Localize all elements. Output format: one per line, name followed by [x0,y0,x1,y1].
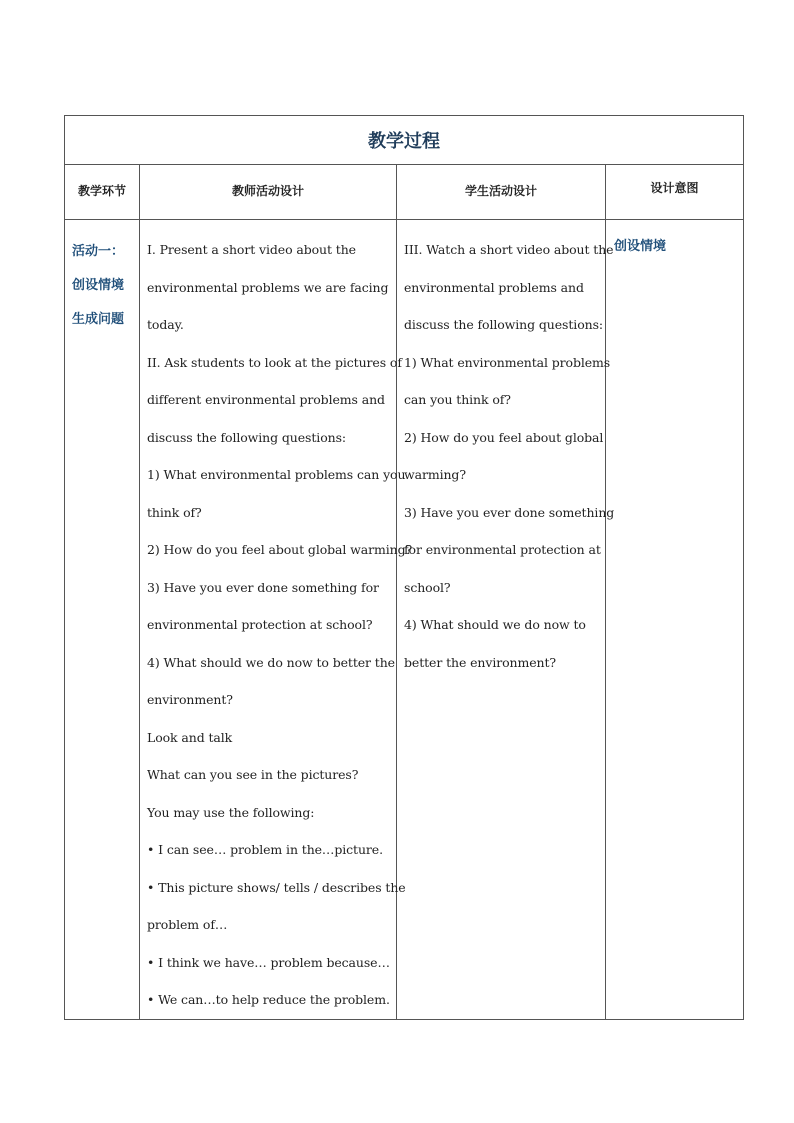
teacher-line: 1) What environmental problems can you [147,467,406,482]
teacher-line: • I think we have… problem because… [147,954,390,970]
teacher-line: environmental protection at school? [147,617,373,632]
teacher-activity-cell [140,220,413,1020]
design-intent-text: 创设情境 [614,239,667,254]
teacher-line: • I can see… problem in the…picture. [147,842,383,857]
stage-label-line: 创设情境 [72,278,125,293]
student-line: 2) How do you feel about global [404,429,604,445]
teacher-line: • We can…to help reduce the problem. [147,992,390,1007]
student-activity-cell [397,220,615,1020]
lesson-plan-table [64,115,744,1020]
student-line: can you think of? [404,392,511,407]
teacher-line: I. Present a short video about the [147,242,356,257]
stage-label-line: 生成问题 [72,312,125,327]
student-line: discuss the following questions: [404,317,603,332]
student-line: better the environment? [404,654,557,670]
student-line: warming? [404,467,466,482]
teacher-line: different environmental problems and [147,392,385,407]
teacher-line: 2) How do you feel about global warming? [147,542,413,557]
teacher-line: • This picture shows/ tells / describes the [147,879,406,895]
teacher-line: II. Ask students to look at the pictures of [147,354,402,370]
student-line: 3) Have you ever done something [404,504,615,520]
teacher-line: think of? [147,504,202,520]
header-teacher-activity: 教师活动设计 [140,165,397,220]
teacher-line: environment? [147,692,233,707]
header-design-intent: 设计意图 [606,165,744,220]
student-line: environmental problems and [404,279,584,295]
teacher-line: today. [147,317,184,332]
stage-label-line: 活动一： [72,244,125,259]
student-line: for environmental protection at [404,542,601,557]
student-line: school? [404,579,451,595]
teacher-line: environmental problems we are facing [147,279,389,295]
teacher-line: You may use the following: [147,804,315,820]
stage-cell [65,220,140,1020]
design-intent-cell [606,220,744,1020]
student-line: 1) What environmental problems [404,354,611,370]
teacher-line: problem of… [147,917,228,932]
student-line: 4) What should we do now to [404,617,586,632]
teacher-line: What can you see in the pictures? [147,767,359,782]
teacher-line: Look and talk [147,729,233,745]
header-student-activity: 学生活动设计 [397,165,606,220]
student-line: III. Watch a short video about the [404,242,614,257]
teacher-line: 4) What should we do now to better the [147,654,395,670]
header-stage: 教学环节 [65,165,140,220]
table-title: 教学过程 [65,116,744,165]
teacher-line: 3) Have you ever done something for [147,579,379,595]
teacher-line: discuss the following questions: [147,429,346,445]
